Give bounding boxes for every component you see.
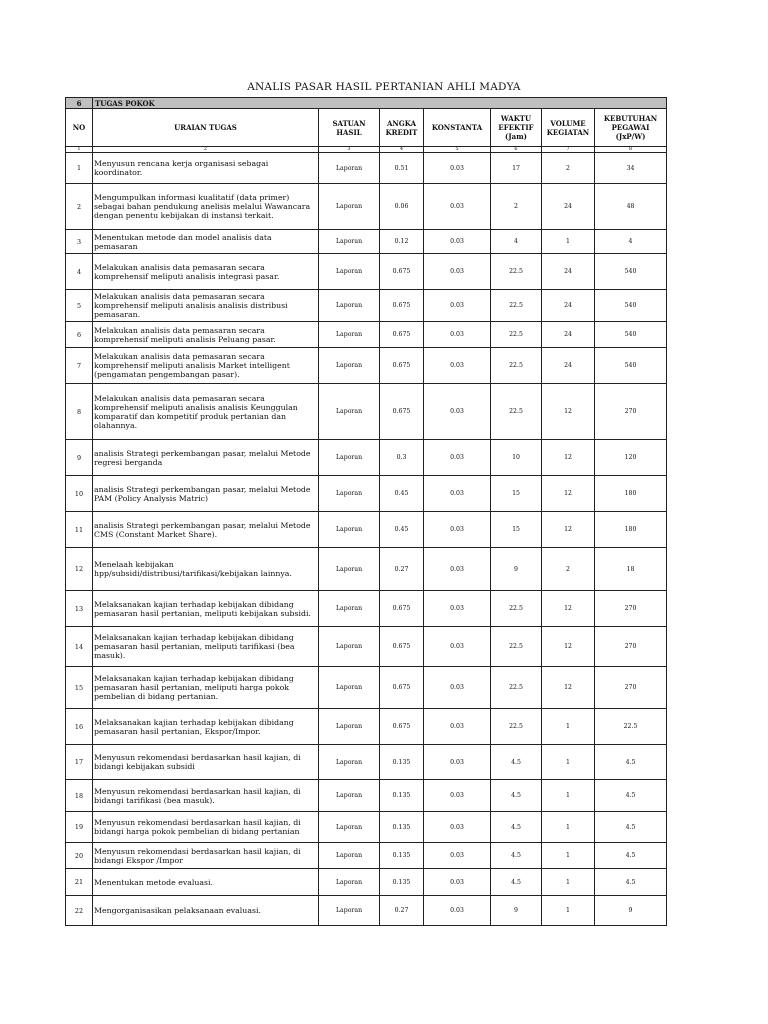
table-row xyxy=(66,709,667,745)
konstanta: 0.03 xyxy=(424,184,491,230)
kebutuhan-pegawai: 18 xyxy=(595,548,667,591)
satuan-hasil: Laporan xyxy=(319,627,380,667)
volume-kegiatan: 24 xyxy=(542,290,595,322)
row-number: 21 xyxy=(66,869,93,896)
waktu-efektif: 22.5 xyxy=(491,627,542,667)
angka-kredit: 0.135 xyxy=(380,869,424,896)
volume-kegiatan: 12 xyxy=(542,627,595,667)
angka-kredit: 0.135 xyxy=(380,745,424,780)
satuan-hasil: Laporan xyxy=(319,667,380,709)
konstanta: 0.03 xyxy=(424,591,491,627)
column-index: 7 xyxy=(542,147,595,153)
satuan-hasil: Laporan xyxy=(319,709,380,745)
satuan-hasil: Laporan xyxy=(319,348,380,384)
column-header-konstanta: KONSTANTA xyxy=(424,109,491,147)
kebutuhan-pegawai: 4.5 xyxy=(595,812,667,843)
kebutuhan-pegawai: 270 xyxy=(595,627,667,667)
satuan-hasil: Laporan xyxy=(319,184,380,230)
row-number: 4 xyxy=(66,254,93,290)
kebutuhan-pegawai: 270 xyxy=(595,591,667,627)
konstanta: 0.03 xyxy=(424,290,491,322)
waktu-efektif: 17 xyxy=(491,153,542,184)
task-description: Menyusun rekomendasi berdasarkan hasil kajian, di bidangi harga pokok pembelian di bidang pertanian xyxy=(93,812,319,843)
column-index: 2 xyxy=(93,147,319,153)
kebutuhan-pegawai: 180 xyxy=(595,512,667,548)
task-description: Melakukan analisis data pemasaran secara komprehensif meliputi analisis Market intelligent (pengamatan pengembangan pasar). xyxy=(93,348,319,384)
section-header-row xyxy=(66,98,667,109)
angka-kredit: 0.135 xyxy=(380,843,424,869)
task-description: Melaksanakan kajian terhadap kebijakan dibidang pemasaran hasil pertanian, meliputi harga pokok pembelian di bidang pertanian. xyxy=(93,667,319,709)
column-header-kebutuhan: KEBUTUHAN PEGAWAI (JxP/W) xyxy=(595,109,667,147)
row-number: 19 xyxy=(66,812,93,843)
angka-kredit: 0.675 xyxy=(380,290,424,322)
waktu-efektif: 4.5 xyxy=(491,869,542,896)
kebutuhan-pegawai: 4.5 xyxy=(595,869,667,896)
angka-kredit: 0.06 xyxy=(380,184,424,230)
table-row xyxy=(66,153,667,184)
konstanta: 0.03 xyxy=(424,812,491,843)
column-header-angka-kredit: ANGKA KREDIT xyxy=(380,109,424,147)
kebutuhan-pegawai: 9 xyxy=(595,896,667,926)
table-row xyxy=(66,476,667,512)
kebutuhan-pegawai: 48 xyxy=(595,184,667,230)
waktu-efektif: 10 xyxy=(491,440,542,476)
angka-kredit: 0.675 xyxy=(380,591,424,627)
kebutuhan-pegawai: 4.5 xyxy=(595,843,667,869)
kebutuhan-pegawai: 4 xyxy=(595,230,667,254)
waktu-efektif: 4.5 xyxy=(491,780,542,812)
task-description: Melaksanakan kajian terhadap kebijakan dibidang pemasaran hasil pertanian, Ekspor/Impor. xyxy=(93,709,319,745)
kebutuhan-pegawai: 180 xyxy=(595,476,667,512)
waktu-efektif: 9 xyxy=(491,548,542,591)
volume-kegiatan: 12 xyxy=(542,667,595,709)
table-row xyxy=(66,869,667,896)
angka-kredit: 0.3 xyxy=(380,440,424,476)
konstanta: 0.03 xyxy=(424,153,491,184)
row-number: 15 xyxy=(66,667,93,709)
table-row xyxy=(66,812,667,843)
angka-kredit: 0.45 xyxy=(380,512,424,548)
angka-kredit: 0.675 xyxy=(380,322,424,348)
volume-kegiatan: 24 xyxy=(542,322,595,348)
satuan-hasil: Laporan xyxy=(319,896,380,926)
task-description: Melakukan analisis data pemasaran secara komprehensif meliputi analisis analisis distribusi pemasaran. xyxy=(93,290,319,322)
angka-kredit: 0.135 xyxy=(380,812,424,843)
angka-kredit: 0.675 xyxy=(380,254,424,290)
kebutuhan-pegawai: 540 xyxy=(595,322,667,348)
satuan-hasil: Laporan xyxy=(319,153,380,184)
task-description: Melakukan analisis data pemasaran secara komprehensif meliputi analisis Peluang pasar. xyxy=(93,322,319,348)
row-number: 18 xyxy=(66,780,93,812)
task-description: analisis Strategi perkembangan pasar, melalui Metode PAM (Policy Analysis Matric) xyxy=(93,476,319,512)
angka-kredit: 0.51 xyxy=(380,153,424,184)
column-header-waktu: WAKTU EFEKTIF (Jam) xyxy=(491,109,542,147)
task-description: Menyusun rencana kerja organisasi sebagai koordinator. xyxy=(93,153,319,184)
volume-kegiatan: 12 xyxy=(542,476,595,512)
column-header-satuan: SATUAN HASIL xyxy=(319,109,380,147)
table-row xyxy=(66,322,667,348)
column-header-row xyxy=(66,109,667,147)
volume-kegiatan: 1 xyxy=(542,745,595,780)
satuan-hasil: Laporan xyxy=(319,548,380,591)
column-index: 4 xyxy=(380,147,424,153)
task-description: analisis Strategi perkembangan pasar, melalui Metode regresi berganda xyxy=(93,440,319,476)
table-row xyxy=(66,512,667,548)
row-number: 10 xyxy=(66,476,93,512)
task-description: Menentukan metode evaluasi. xyxy=(93,869,319,896)
column-index: 3 xyxy=(319,147,380,153)
table-row xyxy=(66,548,667,591)
angka-kredit: 0.27 xyxy=(380,896,424,926)
konstanta: 0.03 xyxy=(424,896,491,926)
konstanta: 0.03 xyxy=(424,322,491,348)
waktu-efektif: 22.5 xyxy=(491,254,542,290)
kebutuhan-pegawai: 4.5 xyxy=(595,780,667,812)
row-number: 12 xyxy=(66,548,93,591)
konstanta: 0.03 xyxy=(424,627,491,667)
task-description: Melaksanakan kajian terhadap kebijakan dibidang pemasaran hasil pertanian, meliputi kebijakan subsidi. xyxy=(93,591,319,627)
table-row xyxy=(66,627,667,667)
task-description: Melaksanakan kajian terhadap kebijakan dibidang pemasaran hasil pertanian, meliputi tarifikasi (bea masuk). xyxy=(93,627,319,667)
row-number: 17 xyxy=(66,745,93,780)
konstanta: 0.03 xyxy=(424,348,491,384)
task-description: Menyusun rekomendasi berdasarkan hasil kajian, di bidangi Ekspor /Impor xyxy=(93,843,319,869)
waktu-efektif: 22.5 xyxy=(491,709,542,745)
satuan-hasil: Laporan xyxy=(319,254,380,290)
waktu-efektif: 22.5 xyxy=(491,667,542,709)
kebutuhan-pegawai: 34 xyxy=(595,153,667,184)
table-row xyxy=(66,290,667,322)
task-description: Menelaah kebijakan hpp/subsidi/distribusi/tarifikasi/kebijakan lainnya. xyxy=(93,548,319,591)
satuan-hasil: Laporan xyxy=(319,322,380,348)
satuan-hasil: Laporan xyxy=(319,869,380,896)
row-number: 8 xyxy=(66,384,93,440)
waktu-efektif: 2 xyxy=(491,184,542,230)
row-number: 5 xyxy=(66,290,93,322)
satuan-hasil: Laporan xyxy=(319,745,380,780)
konstanta: 0.03 xyxy=(424,512,491,548)
angka-kredit: 0.675 xyxy=(380,348,424,384)
table-row xyxy=(66,591,667,627)
angka-kredit: 0.12 xyxy=(380,230,424,254)
volume-kegiatan: 1 xyxy=(542,843,595,869)
kebutuhan-pegawai: 270 xyxy=(595,384,667,440)
row-number: 16 xyxy=(66,709,93,745)
satuan-hasil: Laporan xyxy=(319,476,380,512)
row-number: 22 xyxy=(66,896,93,926)
waktu-efektif: 22.5 xyxy=(491,384,542,440)
volume-kegiatan: 12 xyxy=(542,440,595,476)
task-description: analisis Strategi perkembangan pasar, melalui Metode CMS (Constant Market Share). xyxy=(93,512,319,548)
volume-kegiatan: 24 xyxy=(542,254,595,290)
volume-kegiatan: 1 xyxy=(542,780,595,812)
volume-kegiatan: 12 xyxy=(542,384,595,440)
table-row xyxy=(66,348,667,384)
angka-kredit: 0.675 xyxy=(380,627,424,667)
volume-kegiatan: 1 xyxy=(542,709,595,745)
angka-kredit: 0.45 xyxy=(380,476,424,512)
kebutuhan-pegawai: 4.5 xyxy=(595,745,667,780)
section-number: 6 xyxy=(66,98,93,109)
satuan-hasil: Laporan xyxy=(319,512,380,548)
waktu-efektif: 4.5 xyxy=(491,843,542,869)
volume-kegiatan: 2 xyxy=(542,153,595,184)
angka-kredit: 0.27 xyxy=(380,548,424,591)
task-description: Melakukan analisis data pemasaran secara komprehensif meliputi analisis analisis Keunggulan komparatif dan kompetitif produk pertanian dan olahannya. xyxy=(93,384,319,440)
row-number: 1 xyxy=(66,153,93,184)
task-description: Mengumpulkan informasi kualitatif (data primer) sebagai bahan pendukung anelisis melalui Wawancara dengan penentu kebijakan di instansi terkait. xyxy=(93,184,319,230)
satuan-hasil: Laporan xyxy=(319,290,380,322)
task-description: Mengorganisasikan pelaksanaan evaluasi. xyxy=(93,896,319,926)
waktu-efektif: 15 xyxy=(491,512,542,548)
volume-kegiatan: 12 xyxy=(542,591,595,627)
konstanta: 0.03 xyxy=(424,230,491,254)
volume-kegiatan: 1 xyxy=(542,230,595,254)
satuan-hasil: Laporan xyxy=(319,440,380,476)
column-index: 6 xyxy=(491,147,542,153)
volume-kegiatan: 24 xyxy=(542,184,595,230)
satuan-hasil: Laporan xyxy=(319,230,380,254)
konstanta: 0.03 xyxy=(424,843,491,869)
waktu-efektif: 4.5 xyxy=(491,745,542,780)
table-row xyxy=(66,384,667,440)
konstanta: 0.03 xyxy=(424,780,491,812)
angka-kredit: 0.675 xyxy=(380,384,424,440)
task-description: Melakukan analisis data pemasaran secara komprehensif meliputi analisis integrasi pasar. xyxy=(93,254,319,290)
column-index: 8 xyxy=(595,147,667,153)
kebutuhan-pegawai: 540 xyxy=(595,348,667,384)
kebutuhan-pegawai: 540 xyxy=(595,254,667,290)
satuan-hasil: Laporan xyxy=(319,843,380,869)
satuan-hasil: Laporan xyxy=(319,591,380,627)
volume-kegiatan: 2 xyxy=(542,548,595,591)
row-number: 13 xyxy=(66,591,93,627)
column-index: 5 xyxy=(424,147,491,153)
table-row xyxy=(66,896,667,926)
konstanta: 0.03 xyxy=(424,440,491,476)
row-number: 20 xyxy=(66,843,93,869)
angka-kredit: 0.135 xyxy=(380,780,424,812)
satuan-hasil: Laporan xyxy=(319,384,380,440)
volume-kegiatan: 1 xyxy=(542,896,595,926)
volume-kegiatan: 24 xyxy=(542,348,595,384)
waktu-efektif: 9 xyxy=(491,896,542,926)
column-header-volume: VOLUME KEGIATAN xyxy=(542,109,595,147)
waktu-efektif: 4.5 xyxy=(491,812,542,843)
konstanta: 0.03 xyxy=(424,667,491,709)
row-number: 2 xyxy=(66,184,93,230)
satuan-hasil: Laporan xyxy=(319,812,380,843)
workload-table xyxy=(65,97,667,926)
table-row xyxy=(66,667,667,709)
task-description: Menentukan metode dan model analisis data pemasaran xyxy=(93,230,319,254)
task-description: Menyusun rekomendasi berdasarkan hasil kajian, di bidangi tarifikasi (bea masuk). xyxy=(93,780,319,812)
konstanta: 0.03 xyxy=(424,548,491,591)
row-number: 3 xyxy=(66,230,93,254)
row-number: 14 xyxy=(66,627,93,667)
section-label: TUGAS POKOK xyxy=(93,98,667,109)
volume-kegiatan: 12 xyxy=(542,512,595,548)
document-title: ANALIS PASAR HASIL PERTANIAN AHLI MADYA xyxy=(247,81,521,93)
kebutuhan-pegawai: 22.5 xyxy=(595,709,667,745)
task-description: Menyusun rekomendasi berdasarkan hasil kajian, di bidangi kebijakan subsidi xyxy=(93,745,319,780)
konstanta: 0.03 xyxy=(424,476,491,512)
angka-kredit: 0.675 xyxy=(380,709,424,745)
konstanta: 0.03 xyxy=(424,745,491,780)
row-number: 9 xyxy=(66,440,93,476)
table-row xyxy=(66,440,667,476)
satuan-hasil: Laporan xyxy=(319,780,380,812)
table-row xyxy=(66,780,667,812)
waktu-efektif: 22.5 xyxy=(491,322,542,348)
konstanta: 0.03 xyxy=(424,709,491,745)
kebutuhan-pegawai: 120 xyxy=(595,440,667,476)
volume-kegiatan: 1 xyxy=(542,812,595,843)
row-number: 7 xyxy=(66,348,93,384)
table-row xyxy=(66,230,667,254)
waktu-efektif: 22.5 xyxy=(491,348,542,384)
row-number: 6 xyxy=(66,322,93,348)
konstanta: 0.03 xyxy=(424,254,491,290)
konstanta: 0.03 xyxy=(424,869,491,896)
table-row xyxy=(66,254,667,290)
waktu-efektif: 22.5 xyxy=(491,290,542,322)
kebutuhan-pegawai: 540 xyxy=(595,290,667,322)
waktu-efektif: 15 xyxy=(491,476,542,512)
volume-kegiatan: 1 xyxy=(542,869,595,896)
row-number: 11 xyxy=(66,512,93,548)
column-header-uraian: URAIAN TUGAS xyxy=(93,109,319,147)
konstanta: 0.03 xyxy=(424,384,491,440)
angka-kredit: 0.675 xyxy=(380,667,424,709)
waktu-efektif: 22.5 xyxy=(491,591,542,627)
table-row xyxy=(66,745,667,780)
kebutuhan-pegawai: 270 xyxy=(595,667,667,709)
table-row xyxy=(66,184,667,230)
column-index: 1 xyxy=(66,147,93,153)
column-header-no: NO xyxy=(66,109,93,147)
waktu-efektif: 4 xyxy=(491,230,542,254)
table-row xyxy=(66,843,667,869)
